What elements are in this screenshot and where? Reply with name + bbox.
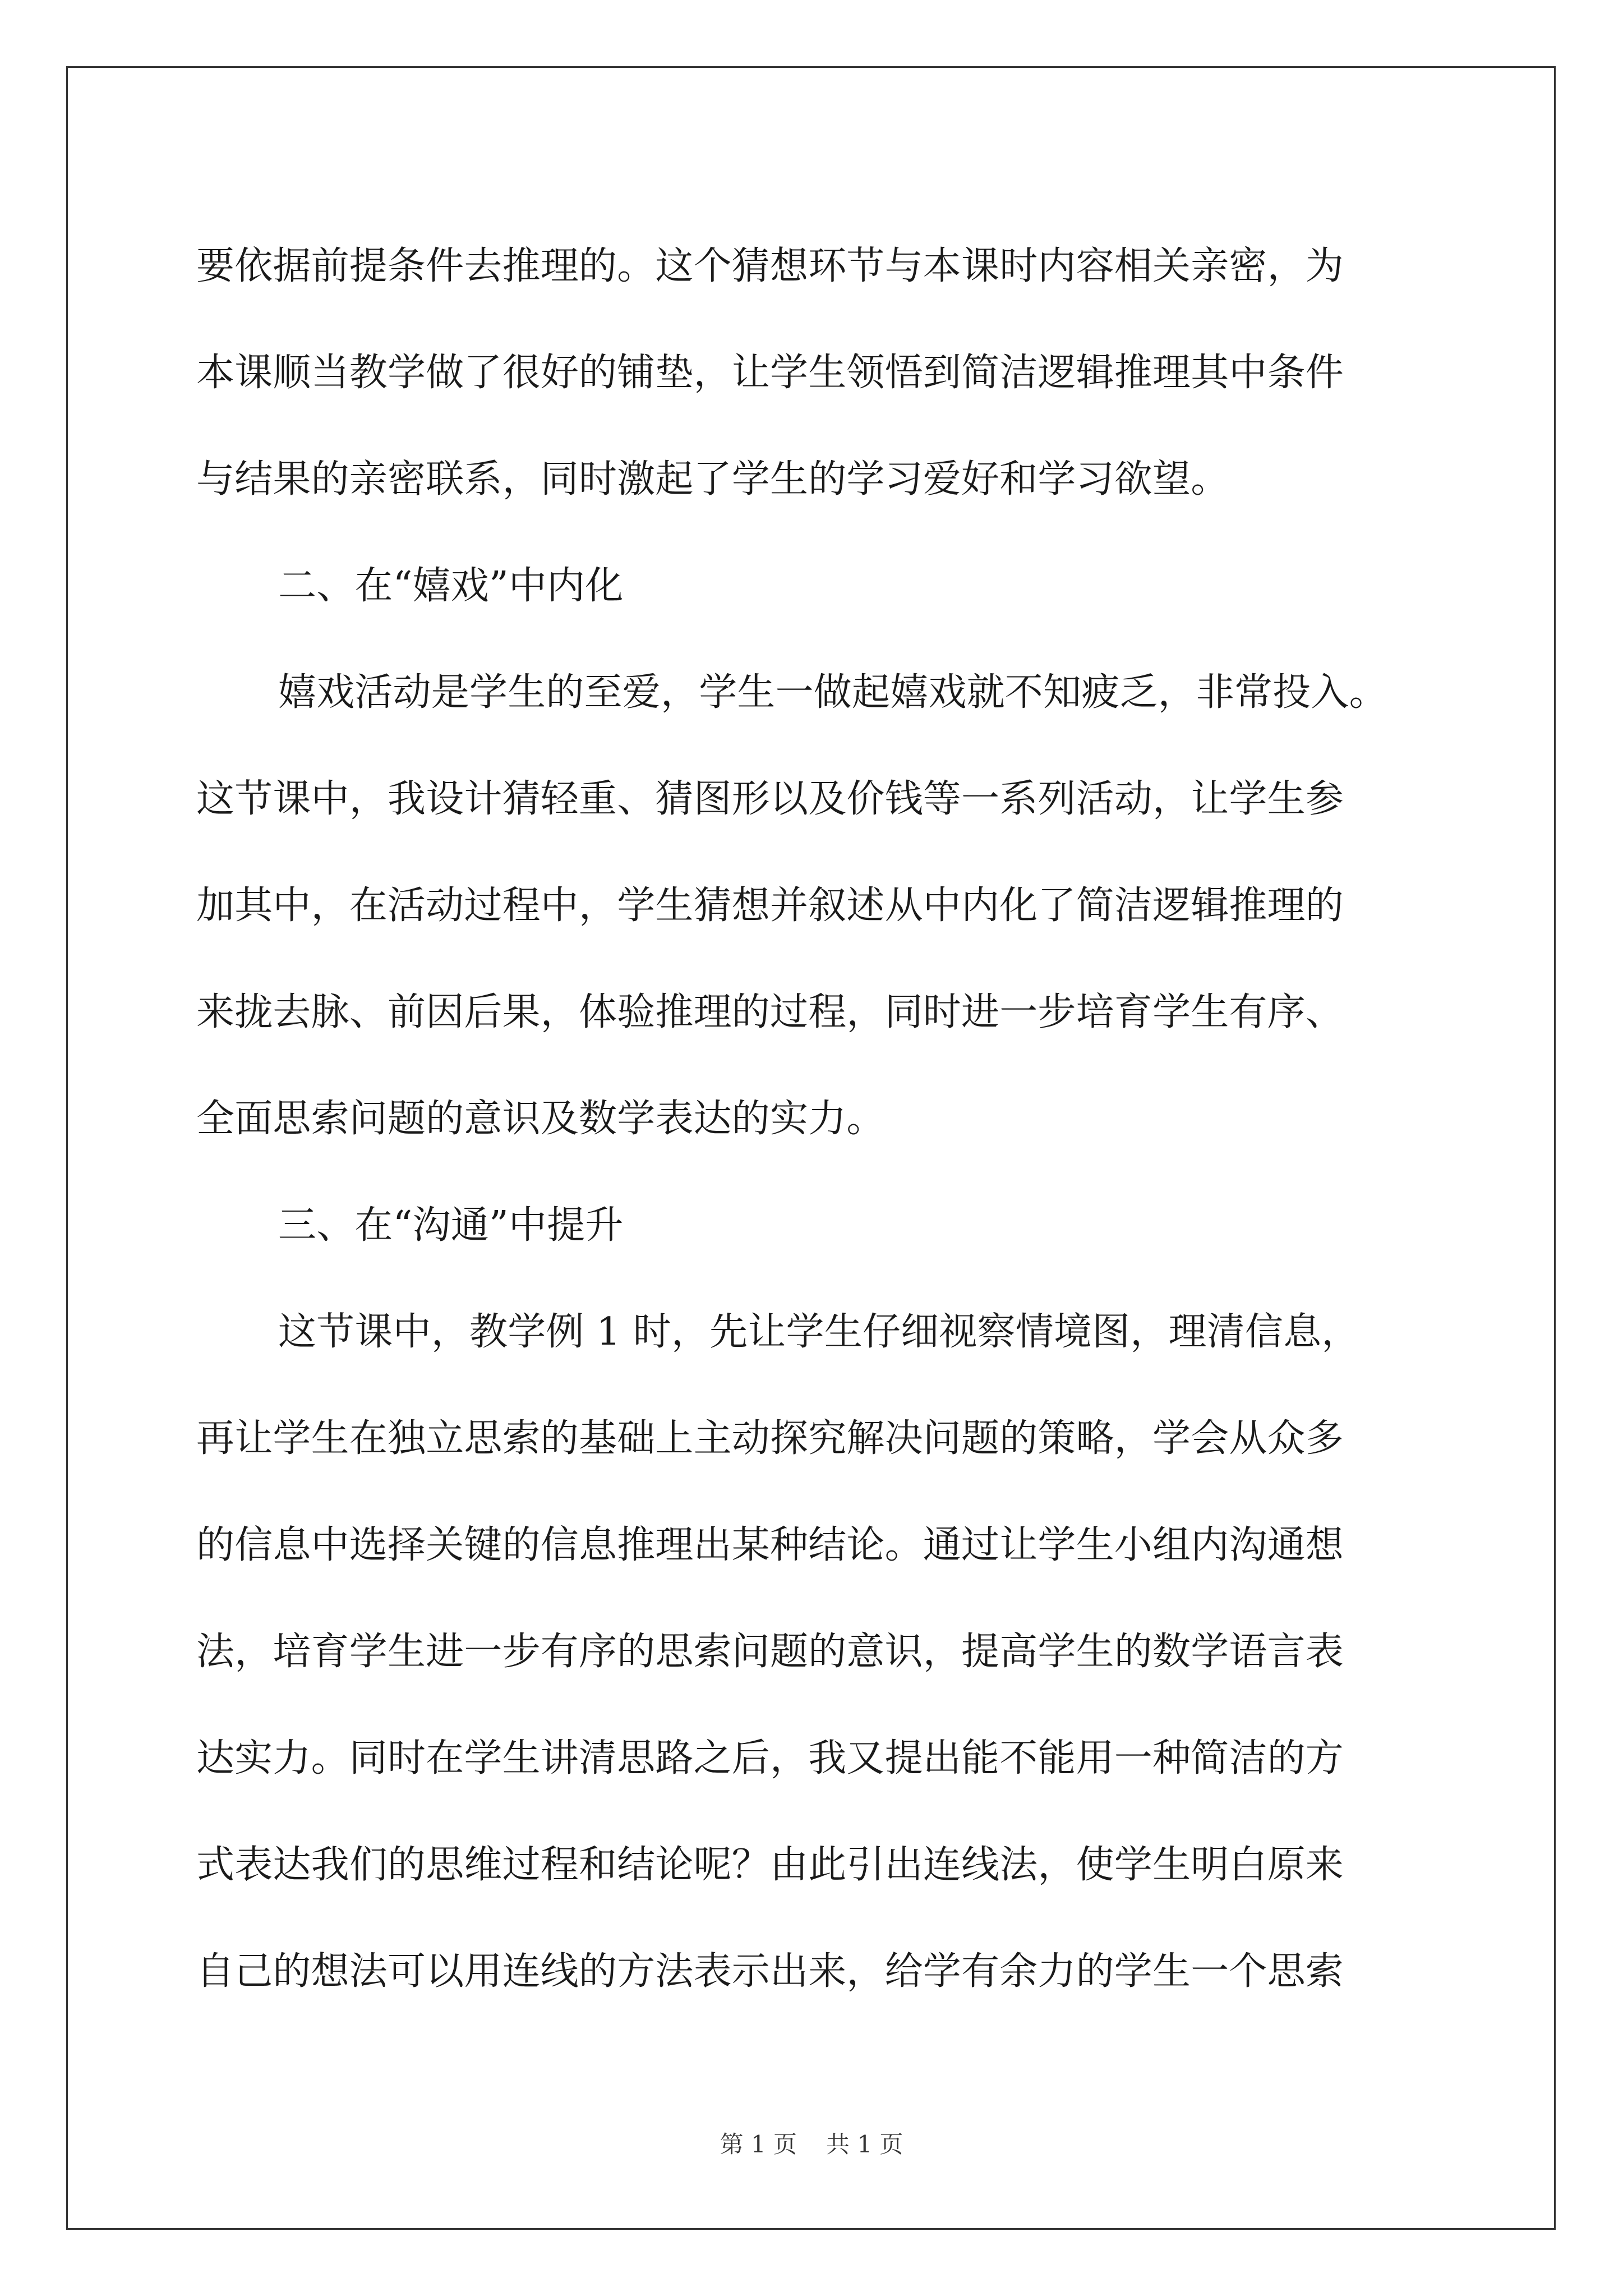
text-line-5: 嬉戏活动是学生的至爱，学生一做起嬉戏就不知疲乏，非常投入。 bbox=[278, 670, 1387, 715]
section-heading-2: 二、在“嬉戏”中内化 bbox=[278, 564, 624, 608]
section-heading-3: 三、在“沟通”中提升 bbox=[278, 1203, 624, 1248]
text-line-13: 的信息中选择关键的信息推理出某种结论。通过让学生小组内沟通想 bbox=[196, 1523, 1344, 1567]
page-number-total: 共 1 页 bbox=[826, 2131, 903, 2158]
text-line-1: 要依据前提条件去推理的。这个猜想环节与本课时内容相关亲密，为 bbox=[196, 244, 1344, 288]
text-line-15: 达实力。同时在学生讲清思路之后，我又提出能不能用一种简洁的方 bbox=[196, 1736, 1344, 1780]
page-number-current: 第 1 页 bbox=[720, 2131, 797, 2158]
text-line-12: 再让学生在独立思索的基础上主动探究解决问题的策略，学会从众多 bbox=[196, 1416, 1344, 1461]
page-footer bbox=[0, 2129, 1623, 2160]
text-line-3: 与结果的亲密联系，同时激起了学生的学习爱好和学习欲望。 bbox=[196, 457, 1229, 501]
text-line-6: 这节课中，我设计猜轻重、猜图形以及价钱等一系列活动，让学生参 bbox=[196, 777, 1344, 821]
text-line-16: 式表达我们的思维过程和结论呢？由此引出连线法，使学生明白原来 bbox=[196, 1843, 1344, 1887]
text-line-14: 法，培育学生进一步有序的思索问题的意识，提高学生的数学语言表 bbox=[196, 1630, 1344, 1674]
text-line-17: 自己的想法可以用连线的方法表示出来，给学有余力的学生一个思索 bbox=[196, 1949, 1344, 1994]
text-line-11: 这节课中，教学例 1 时，先让学生仔细视察情境图，理清信息， bbox=[278, 1310, 1360, 1354]
document-body bbox=[196, 213, 1430, 2025]
text-line-7: 加其中，在活动过程中，学生猜想并叙述从中内化了简洁逻辑推理的 bbox=[196, 884, 1344, 928]
text-line-9: 全面思索问题的意识及数学表达的实力。 bbox=[196, 1097, 885, 1141]
text-line-2: 本课顺当教学做了很好的铺垫，让学生领悟到简洁逻辑推理其中条件 bbox=[196, 351, 1344, 395]
text-line-8: 来拢去脉、前因后果，体验推理的过程，同时进一步培育学生有序、 bbox=[196, 990, 1344, 1034]
